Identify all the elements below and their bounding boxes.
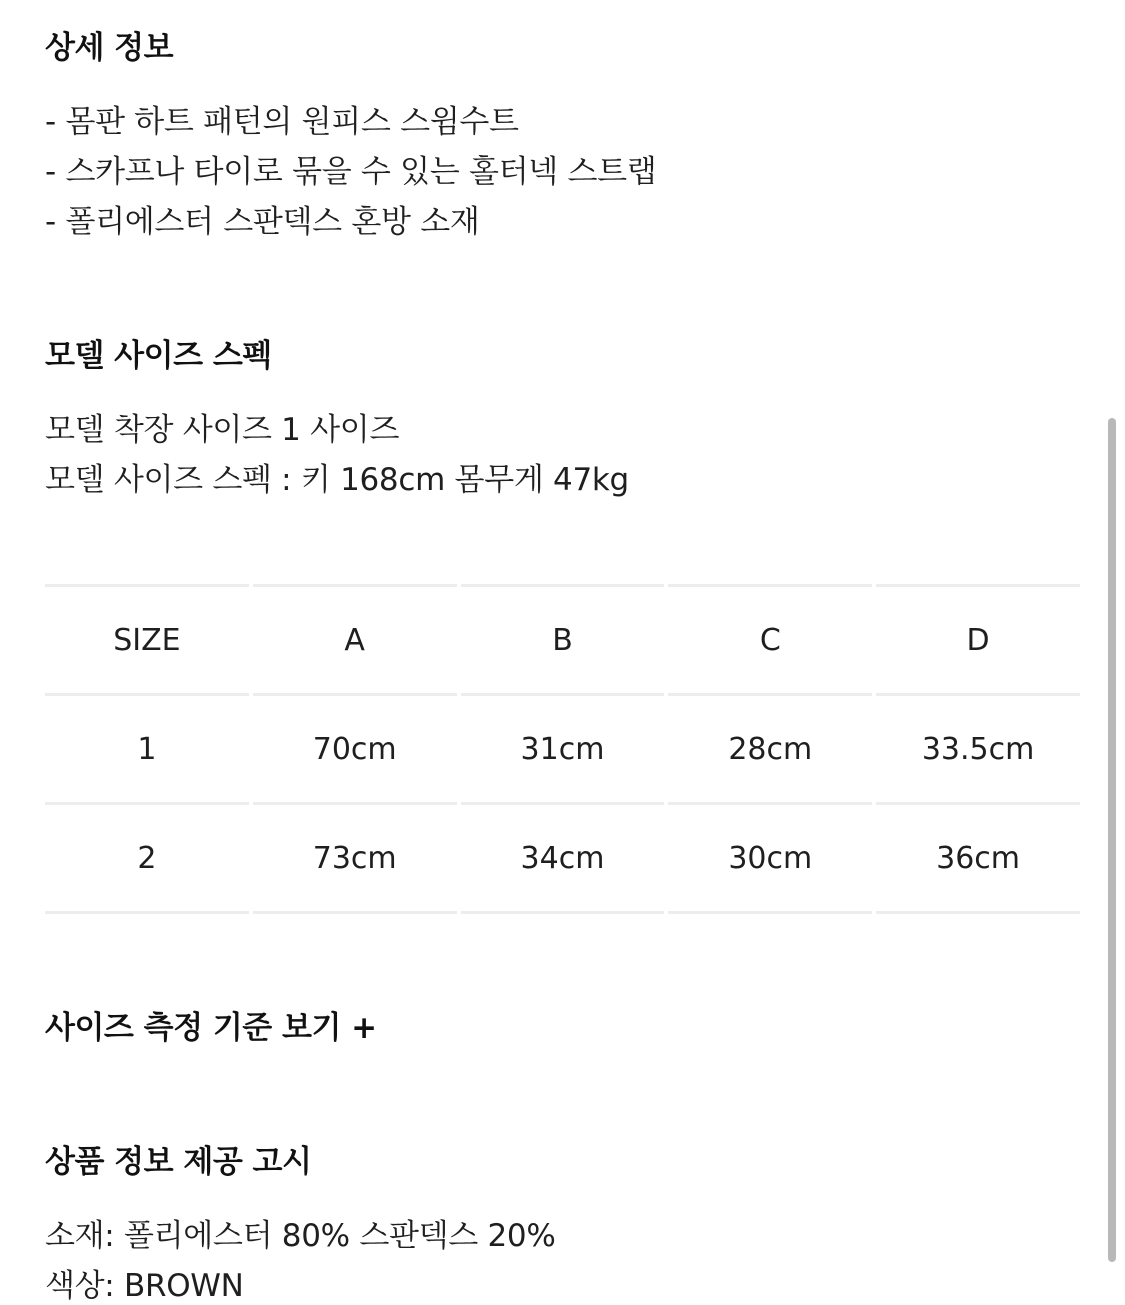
- size-table-header-cell: B: [461, 584, 665, 693]
- notice-section-title: 상품 정보 제공 고시: [45, 1144, 312, 1180]
- size-table-cell: 34cm: [461, 802, 665, 911]
- size-table-cell: 36cm: [876, 802, 1080, 911]
- size-table-header-cell: SIZE: [45, 584, 249, 693]
- size-table-header-cell: D: [876, 584, 1080, 693]
- detail-line-3: - 폴리에스터 스판덱스 혼방 소재: [45, 204, 480, 240]
- vertical-scrollbar[interactable]: [1108, 418, 1116, 1262]
- size-table-header-cell: A: [253, 584, 457, 693]
- size-table-cell: 73cm: [253, 802, 457, 911]
- detail-section-title: 상세 정보: [45, 30, 174, 66]
- model-line-1: 모델 착장 사이즈 1 사이즈: [45, 412, 400, 448]
- size-table-header-row: [45, 584, 1080, 693]
- detail-line-1: - 몸판 하트 패턴의 원피스 스윔수트: [45, 104, 519, 140]
- model-section-title: 모델 사이즈 스펙: [45, 338, 272, 374]
- size-table-cell: 2: [45, 802, 249, 911]
- notice-material: 소재: 폴리에스터 80% 스판덱스 20%: [45, 1218, 556, 1254]
- size-measure-guide-link[interactable]: 사이즈 측정 기준 보기 +: [45, 1010, 377, 1046]
- detail-line-2: - 스카프나 타이로 묶을 수 있는 홀터넥 스트랩: [45, 154, 657, 190]
- size-table: [45, 584, 1080, 914]
- size-table-cell: 70cm: [253, 693, 457, 802]
- table-row: [45, 802, 1080, 911]
- size-table-bottom-border: [45, 911, 1080, 914]
- size-table-cell: 33.5cm: [876, 693, 1080, 802]
- notice-color: 색상: BROWN: [45, 1268, 244, 1304]
- size-table-header-cell: C: [668, 584, 872, 693]
- size-table-cell: 30cm: [668, 802, 872, 911]
- size-table-cell: 1: [45, 693, 249, 802]
- size-table-cell: 28cm: [668, 693, 872, 802]
- table-row: [45, 693, 1080, 802]
- size-table-cell: 31cm: [461, 693, 665, 802]
- model-line-2: 모델 사이즈 스펙 : 키 168cm 몸무게 47kg: [45, 462, 629, 498]
